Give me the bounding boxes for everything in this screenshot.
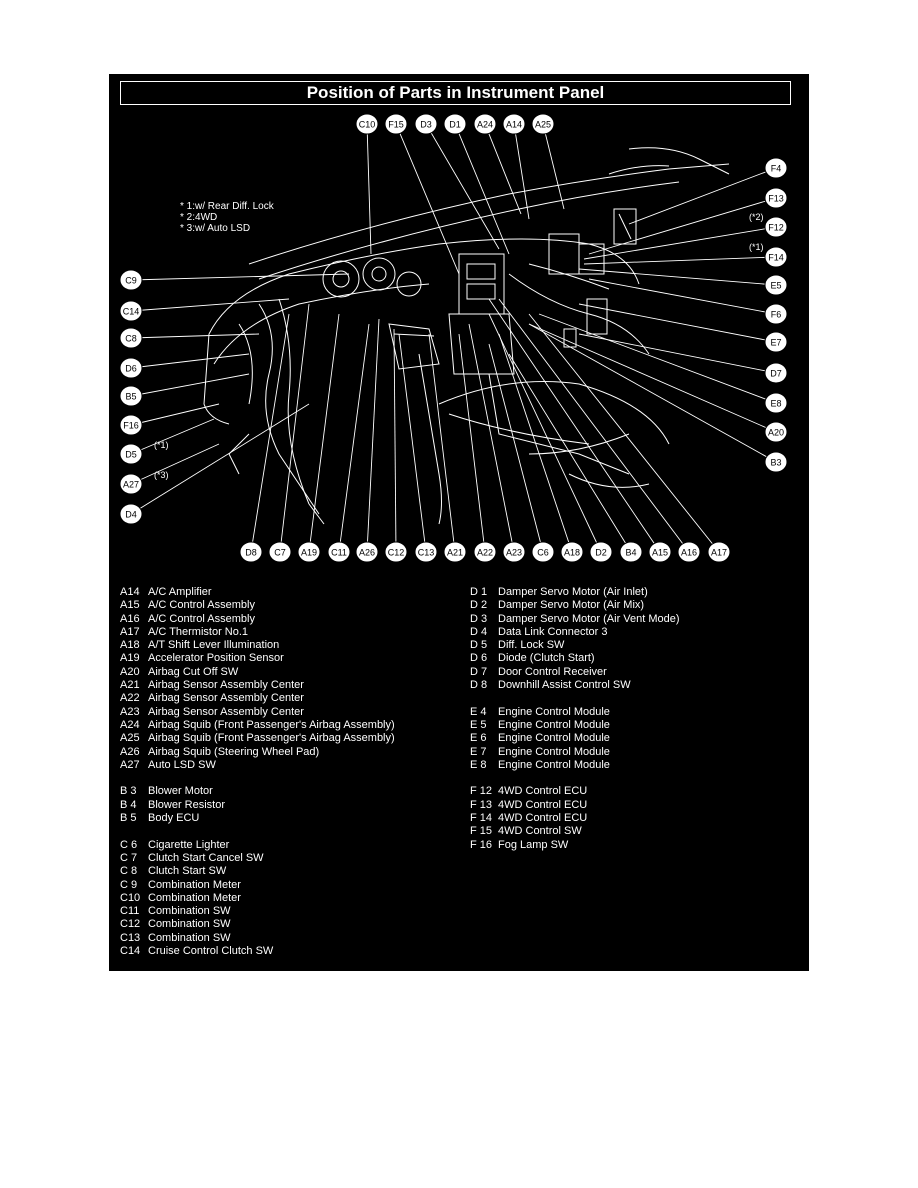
legend-code: F 13: [470, 798, 493, 811]
callout-b4: [620, 542, 642, 562]
callout-a17: [708, 542, 730, 562]
legend-part-name: Downhill Assist Control SW: [498, 679, 631, 692]
footnote-rear-diff-lock: * 1:w/ Rear Diff. Lock: [180, 201, 274, 212]
legend-code: E 7: [470, 745, 487, 758]
svg-text:F14: F14: [768, 252, 784, 263]
legend-row: [120, 652, 395, 665]
legend-code: D 8: [470, 679, 488, 692]
legend-part-name: Body ECU: [148, 812, 200, 825]
callout-c10: [356, 114, 378, 134]
callout-c12: [385, 542, 407, 562]
legend-part-name: Combination Meter: [148, 878, 241, 891]
footnote-marker-f14: (*1): [749, 242, 764, 252]
instrument-panel-diagram: [109, 74, 809, 574]
svg-text:A26: A26: [358, 547, 376, 558]
svg-text:A16: A16: [680, 547, 698, 558]
legend-row: [470, 599, 680, 612]
callout-d6: [120, 358, 142, 378]
legend-row: [120, 945, 395, 958]
legend-part-name: Engine Control Module: [498, 705, 610, 718]
leader-f6: [589, 279, 776, 314]
svg-text:D7: D7: [770, 368, 782, 379]
legend-code: C 9: [120, 878, 138, 891]
footnote-marker-d5: (*1): [154, 440, 169, 450]
callout-a18: [561, 542, 583, 562]
legend-part-name: Airbag Sensor Assembly Center: [148, 692, 304, 705]
svg-text:D8: D8: [245, 547, 257, 558]
legend-right-column: [470, 586, 680, 852]
legend-row: [120, 692, 395, 705]
leader-f14: [584, 257, 776, 264]
svg-text:C12: C12: [387, 547, 405, 558]
legend-part-name: Accelerator Position Sensor: [148, 652, 284, 665]
legend-row: [120, 799, 395, 812]
legend-code: C 8: [120, 865, 138, 878]
legend-code: F 14: [470, 812, 493, 825]
callout-f16: [120, 415, 142, 435]
svg-text:D5: D5: [125, 449, 137, 460]
callout-e7: [765, 332, 787, 352]
legend-part-name: Cruise Control Clutch SW: [148, 945, 274, 958]
legend-left-column: [120, 586, 395, 958]
leader-a22: [459, 334, 485, 552]
legend-row: [120, 679, 395, 692]
callout-a21: [444, 542, 466, 562]
legend-code: E 6: [470, 732, 487, 745]
svg-text:A20: A20: [767, 427, 785, 438]
legend-part-name: Airbag Sensor Assembly Center: [148, 679, 304, 692]
svg-text:D6: D6: [125, 363, 137, 374]
legend-row: [120, 746, 395, 759]
callout-d3: [415, 114, 437, 134]
legend-part-name: A/C Amplifier: [148, 586, 212, 598]
legend-code: C11: [120, 905, 140, 918]
leader-c12: [394, 329, 396, 552]
leader-c11: [339, 324, 369, 552]
footnote-markers: [154, 212, 764, 480]
svg-text:C14: C14: [122, 306, 140, 317]
legend-part-name: Blower Resistor: [148, 798, 226, 811]
leader-a19: [309, 314, 339, 552]
callout-a20: [765, 422, 787, 442]
callout-a25: [532, 114, 554, 134]
legend-code: A18: [120, 639, 140, 652]
legend-code: A19: [120, 652, 140, 665]
dashboard-line-art: [204, 148, 729, 524]
legend-part-name: A/T Shift Lever Illumination: [148, 639, 280, 652]
svg-text:D2: D2: [595, 547, 607, 558]
svg-text:A21: A21: [446, 547, 464, 558]
legend-row: [120, 812, 395, 825]
legend-part-name: Combination SW: [148, 931, 231, 944]
footnote-4wd: * 2:4WD: [180, 212, 218, 223]
legend-part-name: Diff. Lock SW: [498, 639, 565, 652]
legend-part-name: Combination Meter: [148, 891, 241, 904]
legend-code: F 16: [470, 838, 493, 851]
svg-text:F4: F4: [770, 163, 782, 174]
legend-spacer: [470, 772, 680, 785]
legend-part-name: Door Control Receiver: [498, 665, 607, 678]
svg-text:A27: A27: [122, 479, 140, 490]
legend-row: [470, 785, 680, 798]
callout-f12: [765, 217, 787, 237]
legend-row: [470, 613, 680, 626]
callout-a24: [474, 114, 496, 134]
svg-text:E5: E5: [770, 280, 782, 291]
callout-b3: [765, 452, 787, 472]
svg-text:D3: D3: [420, 119, 432, 130]
legend-part-name: Diode (Clutch Start): [498, 652, 595, 665]
legend-row: [470, 706, 680, 719]
legend-row: [470, 679, 680, 692]
leader-a27: [131, 444, 219, 484]
legend-row: [120, 719, 395, 732]
legend-spacer: [120, 825, 395, 838]
legend-part-name: Damper Servo Motor (Air Mix): [498, 599, 645, 612]
legend-row: [120, 613, 395, 626]
svg-text:A14: A14: [505, 119, 523, 130]
legend-part-name: Engine Control Module: [498, 718, 610, 731]
legend-part-name: Data Link Connector 3: [498, 625, 608, 638]
callout-a15: [649, 542, 671, 562]
legend-code: A16: [120, 612, 140, 625]
legend-code: A15: [120, 599, 140, 612]
legend-code: C13: [120, 931, 141, 944]
svg-text:A24: A24: [476, 119, 494, 130]
legend-code: C 6: [120, 838, 138, 851]
legend-part-name: Clutch Start SW: [148, 865, 227, 878]
callout-c7: [269, 542, 291, 562]
legend-code: A20: [120, 665, 140, 678]
legend-code: A25: [120, 732, 140, 745]
legend-part-name: Airbag Cut Off SW: [148, 665, 239, 678]
legend-code: A27: [120, 758, 140, 771]
svg-text:C10: C10: [358, 119, 376, 130]
callout-a27: [120, 474, 142, 494]
callout-d4: [120, 504, 142, 524]
legend-row: [120, 759, 395, 772]
legend-code: A23: [120, 705, 140, 718]
legend-part-name: 4WD Control SW: [498, 825, 582, 838]
legend-row: [470, 799, 680, 812]
leader-e7: [579, 304, 776, 342]
svg-text:E8: E8: [770, 398, 782, 409]
legend-row: [470, 732, 680, 745]
legend-code: D 5: [470, 639, 488, 652]
legend-row: [470, 759, 680, 772]
callout-f15: [385, 114, 407, 134]
legend-row: [120, 626, 395, 639]
legend-row: [470, 719, 680, 732]
legend-part-name: Damper Servo Motor (Air Vent Mode): [498, 612, 680, 625]
leader-b5: [131, 374, 249, 396]
legend-code: D 4: [470, 625, 488, 638]
legend-row: [470, 586, 680, 599]
leader-a26: [367, 319, 379, 552]
legend-part-name: Damper Servo Motor (Air Inlet): [498, 586, 648, 598]
callout-d7: [765, 363, 787, 383]
legend-part-name: Auto LSD SW: [148, 758, 216, 771]
callout-e5: [765, 275, 787, 295]
callout-e8: [765, 393, 787, 413]
callout-a22: [474, 542, 496, 562]
leader-a14: [514, 124, 529, 219]
legend-row: [120, 892, 395, 905]
legend-code: A14: [120, 586, 140, 598]
callout-f13: [765, 188, 787, 208]
svg-text:B4: B4: [625, 547, 637, 558]
leader-f15: [396, 124, 459, 274]
callout-d1: [444, 114, 466, 134]
callout-c6: [532, 542, 554, 562]
svg-text:C8: C8: [125, 333, 137, 344]
svg-text:F16: F16: [123, 420, 139, 431]
legend-code: F 12: [470, 785, 493, 798]
legend-code: A24: [120, 718, 140, 731]
legend-part-name: Airbag Sensor Assembly Center: [148, 705, 304, 718]
legend-row: [120, 785, 395, 798]
legend-row: [120, 839, 395, 852]
leader-e8: [539, 314, 776, 403]
leader-b4: [509, 354, 631, 552]
svg-text:A22: A22: [476, 547, 494, 558]
leader-d8: [251, 314, 289, 552]
callout-f4: [765, 158, 787, 178]
legend-code: F 15: [470, 825, 493, 838]
svg-text:C6: C6: [537, 547, 549, 558]
legend-part-name: A/C Thermistor No.1: [148, 625, 249, 638]
legend-row: [120, 905, 395, 918]
legend-part-name: A/C Control Assembly: [148, 612, 255, 625]
legend-code: C14: [120, 945, 141, 958]
callout-f6: [765, 304, 787, 324]
leader-d6: [131, 354, 249, 368]
legend-part-name: Airbag Squib (Steering Wheel Pad): [148, 745, 320, 758]
footnote-auto-lsd: * 3:w/ Auto LSD: [180, 223, 251, 234]
legend-part-name: Cigarette Lighter: [148, 838, 230, 851]
svg-text:D4: D4: [125, 509, 137, 520]
callout-c8: [120, 328, 142, 348]
legend-part-name: Engine Control Module: [498, 758, 610, 771]
footnote-marker-f12: (*2): [749, 212, 764, 222]
callout-labels: [120, 114, 787, 562]
legend-row: [470, 825, 680, 838]
legend-spacer: [470, 692, 680, 705]
leader-d1: [455, 124, 509, 254]
leader-f13: [589, 198, 776, 254]
legend-row: [120, 852, 395, 865]
leader-c13: [399, 334, 426, 552]
leader-c10: [367, 124, 371, 254]
callout-a23: [503, 542, 525, 562]
legend-code: A26: [120, 745, 140, 758]
legend-row: [120, 706, 395, 719]
svg-text:F15: F15: [388, 119, 404, 130]
legend-code: D 2: [470, 599, 488, 612]
legend-part-name: 4WD Control ECU: [498, 812, 588, 825]
legend-row: [470, 746, 680, 759]
legend-row: [120, 865, 395, 878]
callout-d2: [590, 542, 612, 562]
callout-a16: [678, 542, 700, 562]
leader-c6: [489, 344, 543, 552]
legend-part-name: Combination SW: [148, 905, 231, 918]
legend-part-name: Fog Lamp SW: [498, 838, 569, 851]
legend-row: [470, 812, 680, 825]
callout-c13: [415, 542, 437, 562]
callout-a14: [503, 114, 525, 134]
leader-c14: [131, 299, 289, 311]
legend-code: C 7: [120, 851, 138, 864]
legend-code: D 1: [470, 586, 488, 598]
legend-code: C12: [120, 918, 141, 931]
svg-text:C13: C13: [417, 547, 435, 558]
legend-row: [470, 839, 680, 852]
legend-code: C10: [120, 891, 141, 904]
legend-row: [120, 932, 395, 945]
callout-c14: [120, 301, 142, 321]
legend-part-name: Engine Control Module: [498, 745, 610, 758]
svg-text:A18: A18: [563, 547, 581, 558]
legend-code: B 3: [120, 785, 137, 798]
legend-code: E 4: [470, 705, 487, 718]
legend-part-name: Engine Control Module: [498, 732, 610, 745]
legend-row: [120, 879, 395, 892]
legend-code: B 5: [120, 812, 137, 825]
callout-a26: [356, 542, 378, 562]
svg-text:A15: A15: [651, 547, 669, 558]
leader-a21: [429, 334, 455, 552]
leader-f16: [131, 404, 219, 425]
leader-lines: [131, 124, 776, 552]
leader-f12: [584, 227, 776, 259]
legend-row: [470, 652, 680, 665]
legend-part-name: Clutch Start Cancel SW: [148, 851, 264, 864]
leader-d5: [131, 419, 214, 454]
svg-text:C9: C9: [125, 275, 137, 286]
callout-d5: [120, 444, 142, 464]
legend-row: [470, 626, 680, 639]
legend-row: [120, 599, 395, 612]
callout-a19: [298, 542, 320, 562]
svg-text:F13: F13: [768, 193, 784, 204]
legend-row: [470, 639, 680, 652]
svg-text:A25: A25: [534, 119, 552, 130]
svg-text:A19: A19: [300, 547, 318, 558]
svg-text:A23: A23: [505, 547, 523, 558]
leader-d2: [489, 314, 601, 552]
svg-text:D1: D1: [449, 119, 461, 130]
legend-code: D 6: [470, 652, 488, 665]
legend-row: [120, 639, 395, 652]
legend-part-name: Combination SW: [148, 918, 231, 931]
legend-part-name: Airbag Squib (Front Passenger's Airbag Assembly): [148, 732, 395, 745]
legend-row: [120, 918, 395, 931]
leader-c9: [131, 274, 349, 280]
leader-a20: [529, 324, 776, 432]
svg-text:F12: F12: [768, 222, 784, 233]
legend-row: [120, 732, 395, 745]
svg-text:F6: F6: [770, 309, 782, 320]
legend-row: [470, 666, 680, 679]
legend-code: A21: [120, 679, 140, 692]
svg-text:B3: B3: [770, 457, 782, 468]
leader-a25: [543, 124, 564, 209]
leader-a18: [499, 334, 572, 552]
legend-part-name: 4WD Control ECU: [498, 798, 588, 811]
footnote-marker-a27: (*3): [154, 470, 169, 480]
legend-row: [120, 586, 395, 599]
svg-text:C7: C7: [274, 547, 286, 558]
legend-spacer: [120, 772, 395, 785]
legend-part-name: 4WD Control ECU: [498, 785, 588, 798]
callout-d8: [240, 542, 262, 562]
legend-code: A17: [120, 625, 140, 638]
svg-text:C11: C11: [331, 547, 347, 558]
svg-text:B5: B5: [125, 391, 137, 402]
callout-c9: [120, 270, 142, 290]
legend-code: E 8: [470, 758, 487, 771]
callout-c11: [328, 542, 350, 562]
svg-text:A17: A17: [710, 547, 728, 558]
legend-code: B 4: [120, 798, 137, 811]
legend-code: D 7: [470, 665, 488, 678]
leader-c8: [131, 334, 259, 338]
legend-code: A22: [120, 692, 140, 705]
legend-part-name: A/C Control Assembly: [148, 599, 255, 612]
diagram-title: Position of Parts in Instrument Panel: [120, 81, 791, 105]
legend-part-name: Airbag Squib (Front Passenger's Airbag Assembly): [148, 718, 395, 731]
legend-row: [120, 666, 395, 679]
legend-part-name: Blower Motor: [148, 785, 213, 798]
leader-a24: [485, 124, 521, 214]
callout-f14: [765, 247, 787, 267]
legend-code: E 5: [470, 718, 487, 731]
callout-b5: [120, 386, 142, 406]
svg-text:E7: E7: [770, 337, 782, 348]
legend-code: D 3: [470, 612, 488, 625]
